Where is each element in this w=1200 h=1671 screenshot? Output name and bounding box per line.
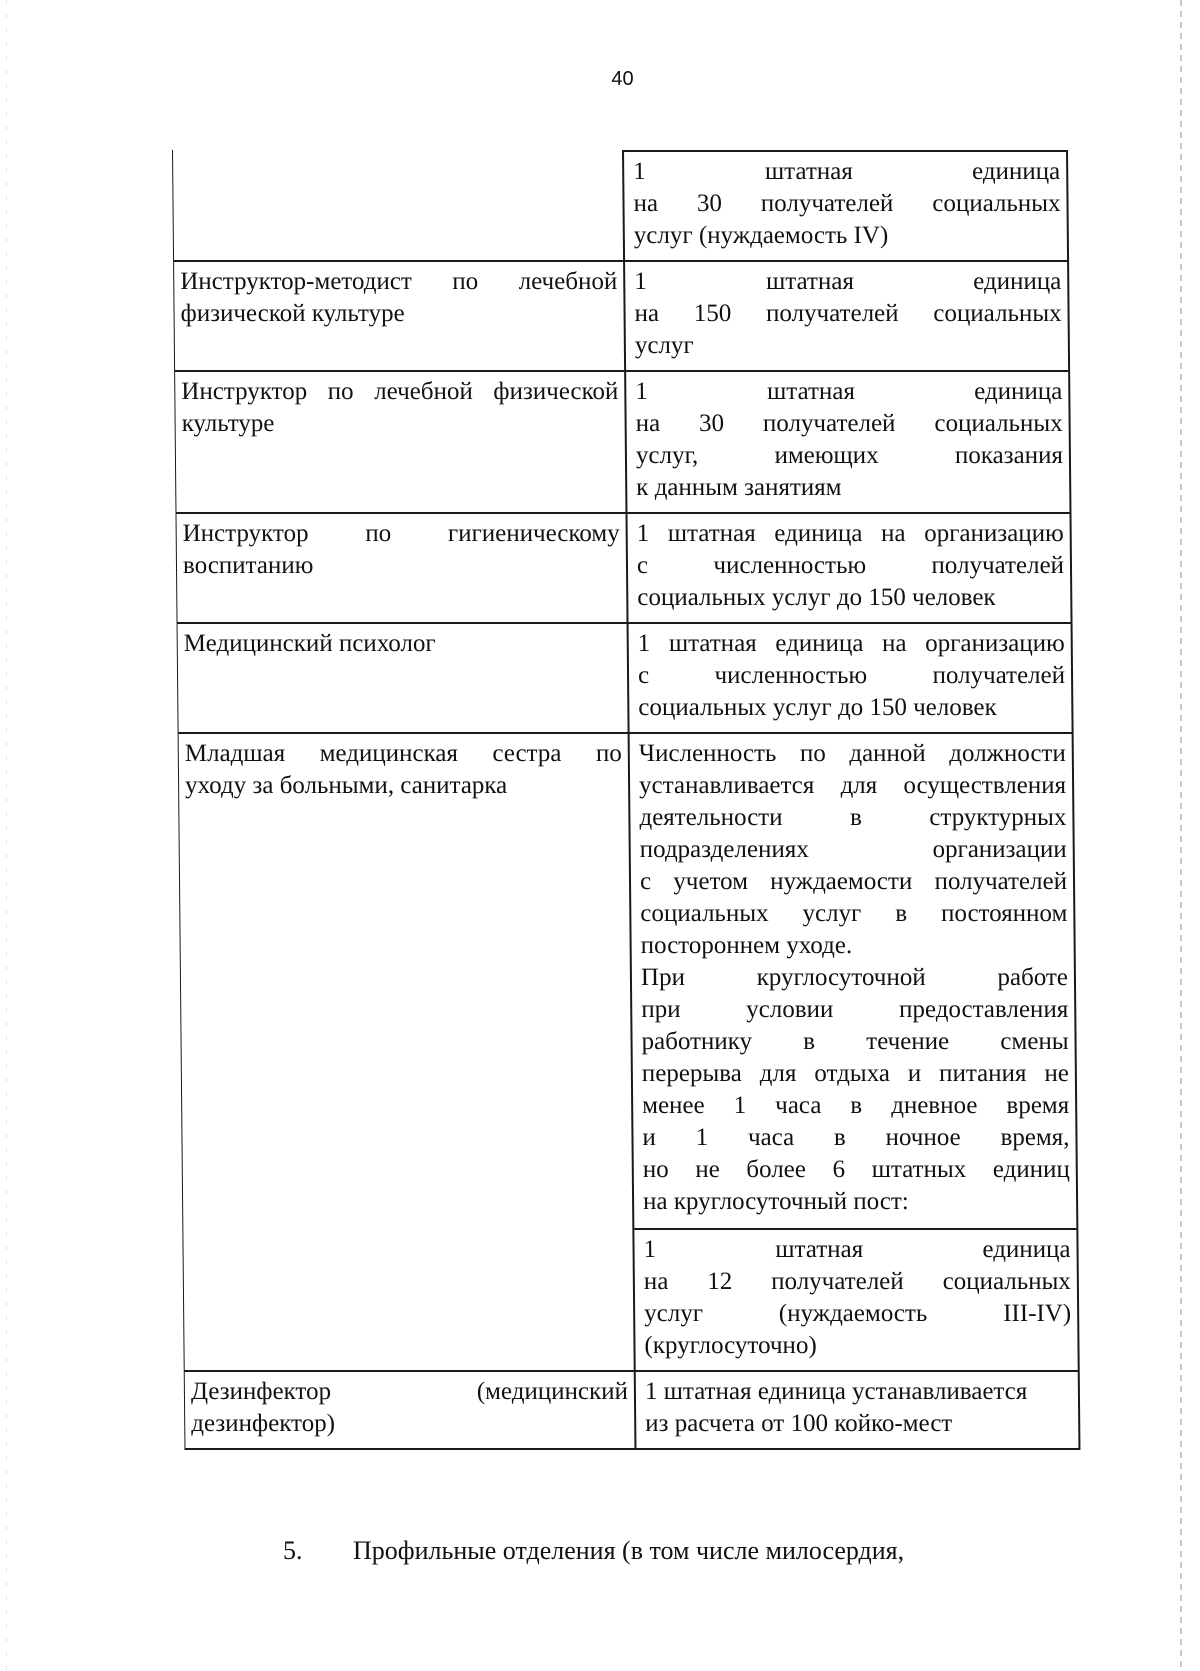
norm-line: на 30 получателей социальных [635, 410, 1063, 437]
norm-subcell [634, 1228, 1077, 1370]
page-number: 40 [611, 68, 634, 90]
norm-line: перерыва для отдыха и питания не [641, 1060, 1069, 1087]
position-cell [177, 624, 630, 732]
norm-line: подразделениях организации [639, 836, 1067, 863]
norm-line: на 12 получателей социальных [643, 1268, 1071, 1295]
position-line: дезинфектор) [191, 1410, 336, 1437]
norm-cell [626, 372, 1071, 512]
staffing-table [172, 150, 1080, 1450]
table-row [174, 370, 1071, 512]
norm-cell [627, 514, 1072, 622]
table-row [184, 1370, 1081, 1450]
norm-line: но не более 6 штатных единиц [642, 1156, 1070, 1183]
scan-edge-left [6, 0, 7, 1671]
norm-line: 1 штатная единица [643, 1236, 1071, 1263]
norm-line: социальных услуг в постоянном [640, 900, 1068, 927]
norm-line: услуг [634, 332, 694, 359]
norm-line: с учетом нуждаемости получателей [639, 868, 1068, 895]
position-cell [184, 1372, 637, 1448]
position-line: Младшая медицинская сестра по [184, 740, 622, 767]
norm-line: к данным занятиям [636, 474, 842, 501]
position-line: воспитанию [182, 552, 314, 579]
position-line: уходу за больными, санитарка [184, 772, 508, 799]
norm-cell [636, 1372, 1081, 1448]
table-row [173, 260, 1070, 370]
position-line: Медицинский психолог [183, 630, 436, 657]
section-number: 5. [283, 1536, 303, 1565]
position-line: Дезинфектор (медицинский [190, 1378, 629, 1405]
norm-line: социальных услуг до 150 человек [637, 584, 996, 611]
norm-line: и 1 часа в ночное время, [642, 1124, 1070, 1151]
table-row [172, 150, 1069, 260]
position-line: Инструктор по лечебной физической [181, 378, 619, 405]
norm-line: на 30 получателей социальных [633, 190, 1061, 217]
norm-line: 1 штатная единица [634, 268, 1062, 295]
position-cell [173, 262, 626, 370]
norm-line: устанавливается для осуществления [638, 772, 1067, 799]
norm-line: 1 штатная единица на организацию [637, 630, 1065, 657]
table-row [175, 512, 1072, 622]
norm-line: работнику в течение смены [641, 1028, 1069, 1055]
norm-line: из расчета от 100 койко-мест [645, 1410, 953, 1437]
norm-line: с численностью получателей [636, 552, 1065, 579]
position-line: Инструктор-методист по лечебной [180, 268, 618, 295]
norm-line: менее 1 часа в дневное время [642, 1092, 1070, 1119]
section-title: Профильные отделения (в том числе милосердия, [353, 1536, 905, 1565]
norm-cell [624, 150, 1069, 260]
norm-line: постороннем уходе. [640, 932, 853, 959]
norm-line: социальных услуг до 150 человек [638, 694, 997, 721]
position-cell [174, 372, 627, 512]
position-cell [172, 150, 625, 260]
norm-cell [625, 262, 1070, 370]
norm-line: услуг, имеющих показания [635, 442, 1064, 469]
table-row [178, 732, 1080, 1370]
norm-line: деятельности в структурных [639, 804, 1067, 831]
scan-edge-right [1180, 0, 1182, 1671]
norm-cell [629, 624, 1074, 732]
norm-line: услуг (нуждаемость III-IV) [644, 1300, 1072, 1327]
norm-line: на круглосуточный пост: [642, 1188, 909, 1215]
norm-line: с численностью получателей [637, 662, 1066, 689]
norm-cell [630, 734, 1080, 1370]
norm-line: услуг (нуждаемость IV) [633, 222, 889, 249]
norm-line: Численность по данной должности [638, 740, 1066, 767]
norm-line: 1 штатная единица на организацию [636, 520, 1064, 547]
position-cell [178, 734, 636, 1370]
section-heading [283, 1536, 904, 1566]
position-line: Инструктор по гигиеническому [182, 520, 620, 547]
position-cell [175, 514, 628, 622]
table-row [177, 622, 1074, 732]
norm-line: 1 штатная единица устанавливается [644, 1378, 1028, 1405]
norm-line: на 150 получателей социальных [634, 300, 1062, 327]
norm-line: (круглосуточно) [644, 1332, 817, 1359]
norm-line: При круглосуточной работе [640, 964, 1069, 991]
position-line: культуре [181, 410, 275, 437]
position-line: физической культуре [180, 300, 405, 327]
norm-line: при условии предоставления [641, 996, 1069, 1023]
norm-line: 1 штатная единица [635, 378, 1063, 405]
norm-line: 1 штатная единица [633, 158, 1061, 185]
